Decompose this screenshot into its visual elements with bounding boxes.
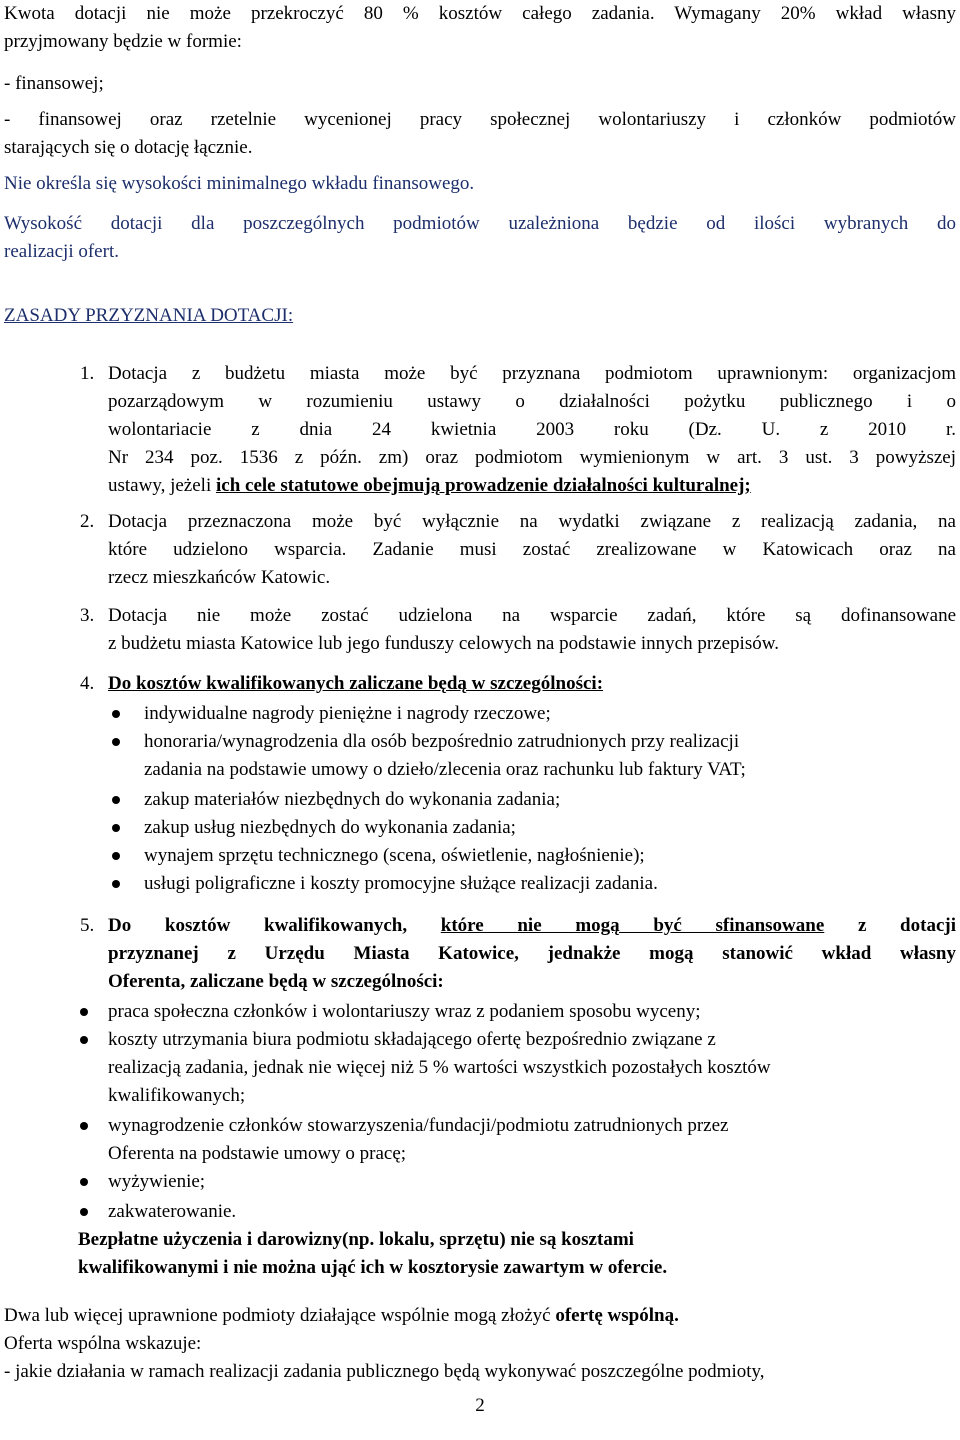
intro-paragraph xyxy=(4,0,956,56)
rule-number: 5. xyxy=(80,915,95,936)
list-item: zakup materiałów niezbędnych do wykonania zadania; xyxy=(144,789,561,810)
minimum-contribution-note: Nie określa się wysokości minimalnego wkładu finansowego. xyxy=(4,173,475,194)
bullet-icon xyxy=(80,1122,88,1130)
dash-item xyxy=(4,106,956,162)
rule-5-heading-line: Oferenta, zaliczane będą w szczególności: xyxy=(108,971,444,992)
bullet-icon xyxy=(112,852,120,860)
rule-line: wolontariacie z dnia 24 kwietnia 2003 roku (Dz. U. z 2010 r. xyxy=(108,419,956,440)
joint-offer-line xyxy=(4,1302,956,1330)
list-item: zakwaterowanie. xyxy=(108,1201,237,1222)
intro-line: przyjmowany będzie w formie: xyxy=(4,31,242,52)
rule-line: rzecz mieszkańców Katowic. xyxy=(108,567,331,588)
section-heading: ZASADY PRZYZNANIA DOTACJI: xyxy=(4,305,294,326)
list-item: koszty utrzymania biura podmiotu składającego ofertę bezpośrednio związane z xyxy=(108,1029,716,1050)
rule-line-prefix: ustawy, jeżeli xyxy=(108,475,216,496)
bullet-icon xyxy=(80,1208,88,1216)
rule-number: 2. xyxy=(80,511,95,532)
rule-5-heading xyxy=(108,912,956,996)
rule-line: Dotacja z budżetu miasta może być przyznana podmiotom uprawnionym: organizacjom xyxy=(108,363,956,384)
bold-note-line: kwalifikowanymi i nie można ująć ich w kosztorysie zawartym w ofercie. xyxy=(78,1257,668,1278)
bullet-icon xyxy=(80,1008,88,1016)
rule-1 xyxy=(108,360,956,500)
dash-line: starających się o dotację łącznie. xyxy=(4,137,253,158)
grant-amount-note xyxy=(4,210,956,266)
page-number: 2 xyxy=(475,1395,485,1416)
rule-5-heading-post: z dotacji xyxy=(824,915,956,936)
bullet-icon xyxy=(112,824,120,832)
rule-5-heading-line: przyznanej z Urzędu Miasta Katowice, jednakże mogą stanowić wkład własny xyxy=(108,943,956,964)
rule-4-heading: Do kosztów kwalifikowanych zaliczane będą w szczególności: xyxy=(108,673,604,694)
joint-offer-line: Oferta wspólna wskazuje: xyxy=(4,1333,202,1354)
list-item: zakup usług niezbędnych do wykonania zadania; xyxy=(144,817,516,838)
grant-amount-line: Wysokość dotacji dla poszczególnych podmiotów uzależniona będzie od ilości wybranych do xyxy=(4,213,956,234)
list-item-continuation: Oferenta na podstawie umowy o pracę; xyxy=(108,1143,407,1164)
bullet-icon xyxy=(112,796,120,804)
rule-2 xyxy=(108,508,956,592)
rule-line: pozarządowym w rozumieniu ustawy o działalności pożytku publicznego i o xyxy=(108,391,956,412)
list-item: praca społeczna członków i wolontariuszy wraz z podaniem sposobu wyceny; xyxy=(108,1001,701,1022)
dash-item: - finansowej; xyxy=(4,73,104,94)
rule-3 xyxy=(108,602,956,658)
list-item-continuation: zadania na podstawie umowy o dzieło/zlecenia oraz rachunku lub faktury VAT; xyxy=(144,759,746,780)
rule-line: Dotacja nie może zostać udzielona na wsparcie zadań, które są dofinansowane xyxy=(108,605,956,626)
rule-number: 4. xyxy=(80,673,95,694)
bullet-icon xyxy=(80,1036,88,1044)
rule-5-heading-underlined: które nie mogą być sfinansowane xyxy=(440,915,825,936)
bold-note-line: Bezpłatne użyczenia i darowizny(np. lokalu, sprzętu) nie są kosztami xyxy=(78,1229,634,1250)
rule-line: Dotacja przeznaczona może być wyłącznie na wydatki związane z realizacją zadania, na xyxy=(108,511,956,532)
list-item: wynagrodzenie członków stowarzyszenia/fundacji/podmiotu zatrudnionych przez xyxy=(108,1115,729,1136)
list-item: indywidualne nagrody pieniężne i nagrody rzeczowe; xyxy=(144,703,551,724)
bullet-icon xyxy=(112,880,120,888)
dash-line: - finansowej oraz rzetelnie wycenionej pracy społecznej wolontariuszy i członków podmiotów xyxy=(4,109,956,130)
rule-5-heading-line xyxy=(108,912,956,940)
joint-offer-bold: ofertę wspólną. xyxy=(555,1305,679,1326)
list-item-continuation: realizacją zadania, jednak nie więcej niż 5 % wartości wszystkich pozostałych kosztów xyxy=(108,1057,771,1078)
rule-line: które udzielono wsparcia. Zadanie musi zostać zrealizowane w Katowicach oraz na xyxy=(108,539,956,560)
list-item: wyżywienie; xyxy=(108,1171,206,1192)
rule-number: 1. xyxy=(80,363,95,384)
intro-line: Kwota dotacji nie może przekroczyć 80 % kosztów całego zadania. Wymagany 20% wkład własny xyxy=(4,3,956,24)
list-item: wynajem sprzętu technicznego (scena, oświetlenie, nagłośnienie); xyxy=(144,845,645,866)
rule-line: Nr 234 poz. 1536 z późn. zm) oraz podmiotom wymienionym w art. 3 ust. 3 powyższej xyxy=(108,447,956,468)
bullet-icon xyxy=(80,1178,88,1186)
list-item-continuation: kwalifikowanych; xyxy=(108,1085,246,1106)
rule-line-emphasis: ich cele statutowe obejmują prowadzenie działalności kulturalnej; xyxy=(215,475,751,496)
grant-amount-line: realizacji ofert. xyxy=(4,241,119,262)
rule-line: z budżetu miasta Katowice lub jego funduszy celowych na podstawie innych przepisów. xyxy=(108,633,779,654)
joint-offer-line: - jakie działania w ramach realizacji zadania publicznego będą wykonywać poszczególne podmioty, xyxy=(4,1361,765,1382)
rule-number: 3. xyxy=(80,605,95,626)
rule-5-heading-pre: Do kosztów kwalifikowanych, xyxy=(108,915,441,936)
bullet-icon xyxy=(112,710,120,718)
joint-offer-text: Dwa lub więcej uprawnione podmioty działające wspólnie mogą złożyć xyxy=(4,1305,556,1326)
list-item: honoraria/wynagrodzenia dla osób bezpośrednio zatrudnionych przy realizacji xyxy=(144,731,740,752)
rule-line xyxy=(108,472,956,500)
list-item: usługi poligraficzne i koszty promocyjne służące realizacji zadania. xyxy=(144,873,658,894)
bullet-icon xyxy=(112,738,120,746)
